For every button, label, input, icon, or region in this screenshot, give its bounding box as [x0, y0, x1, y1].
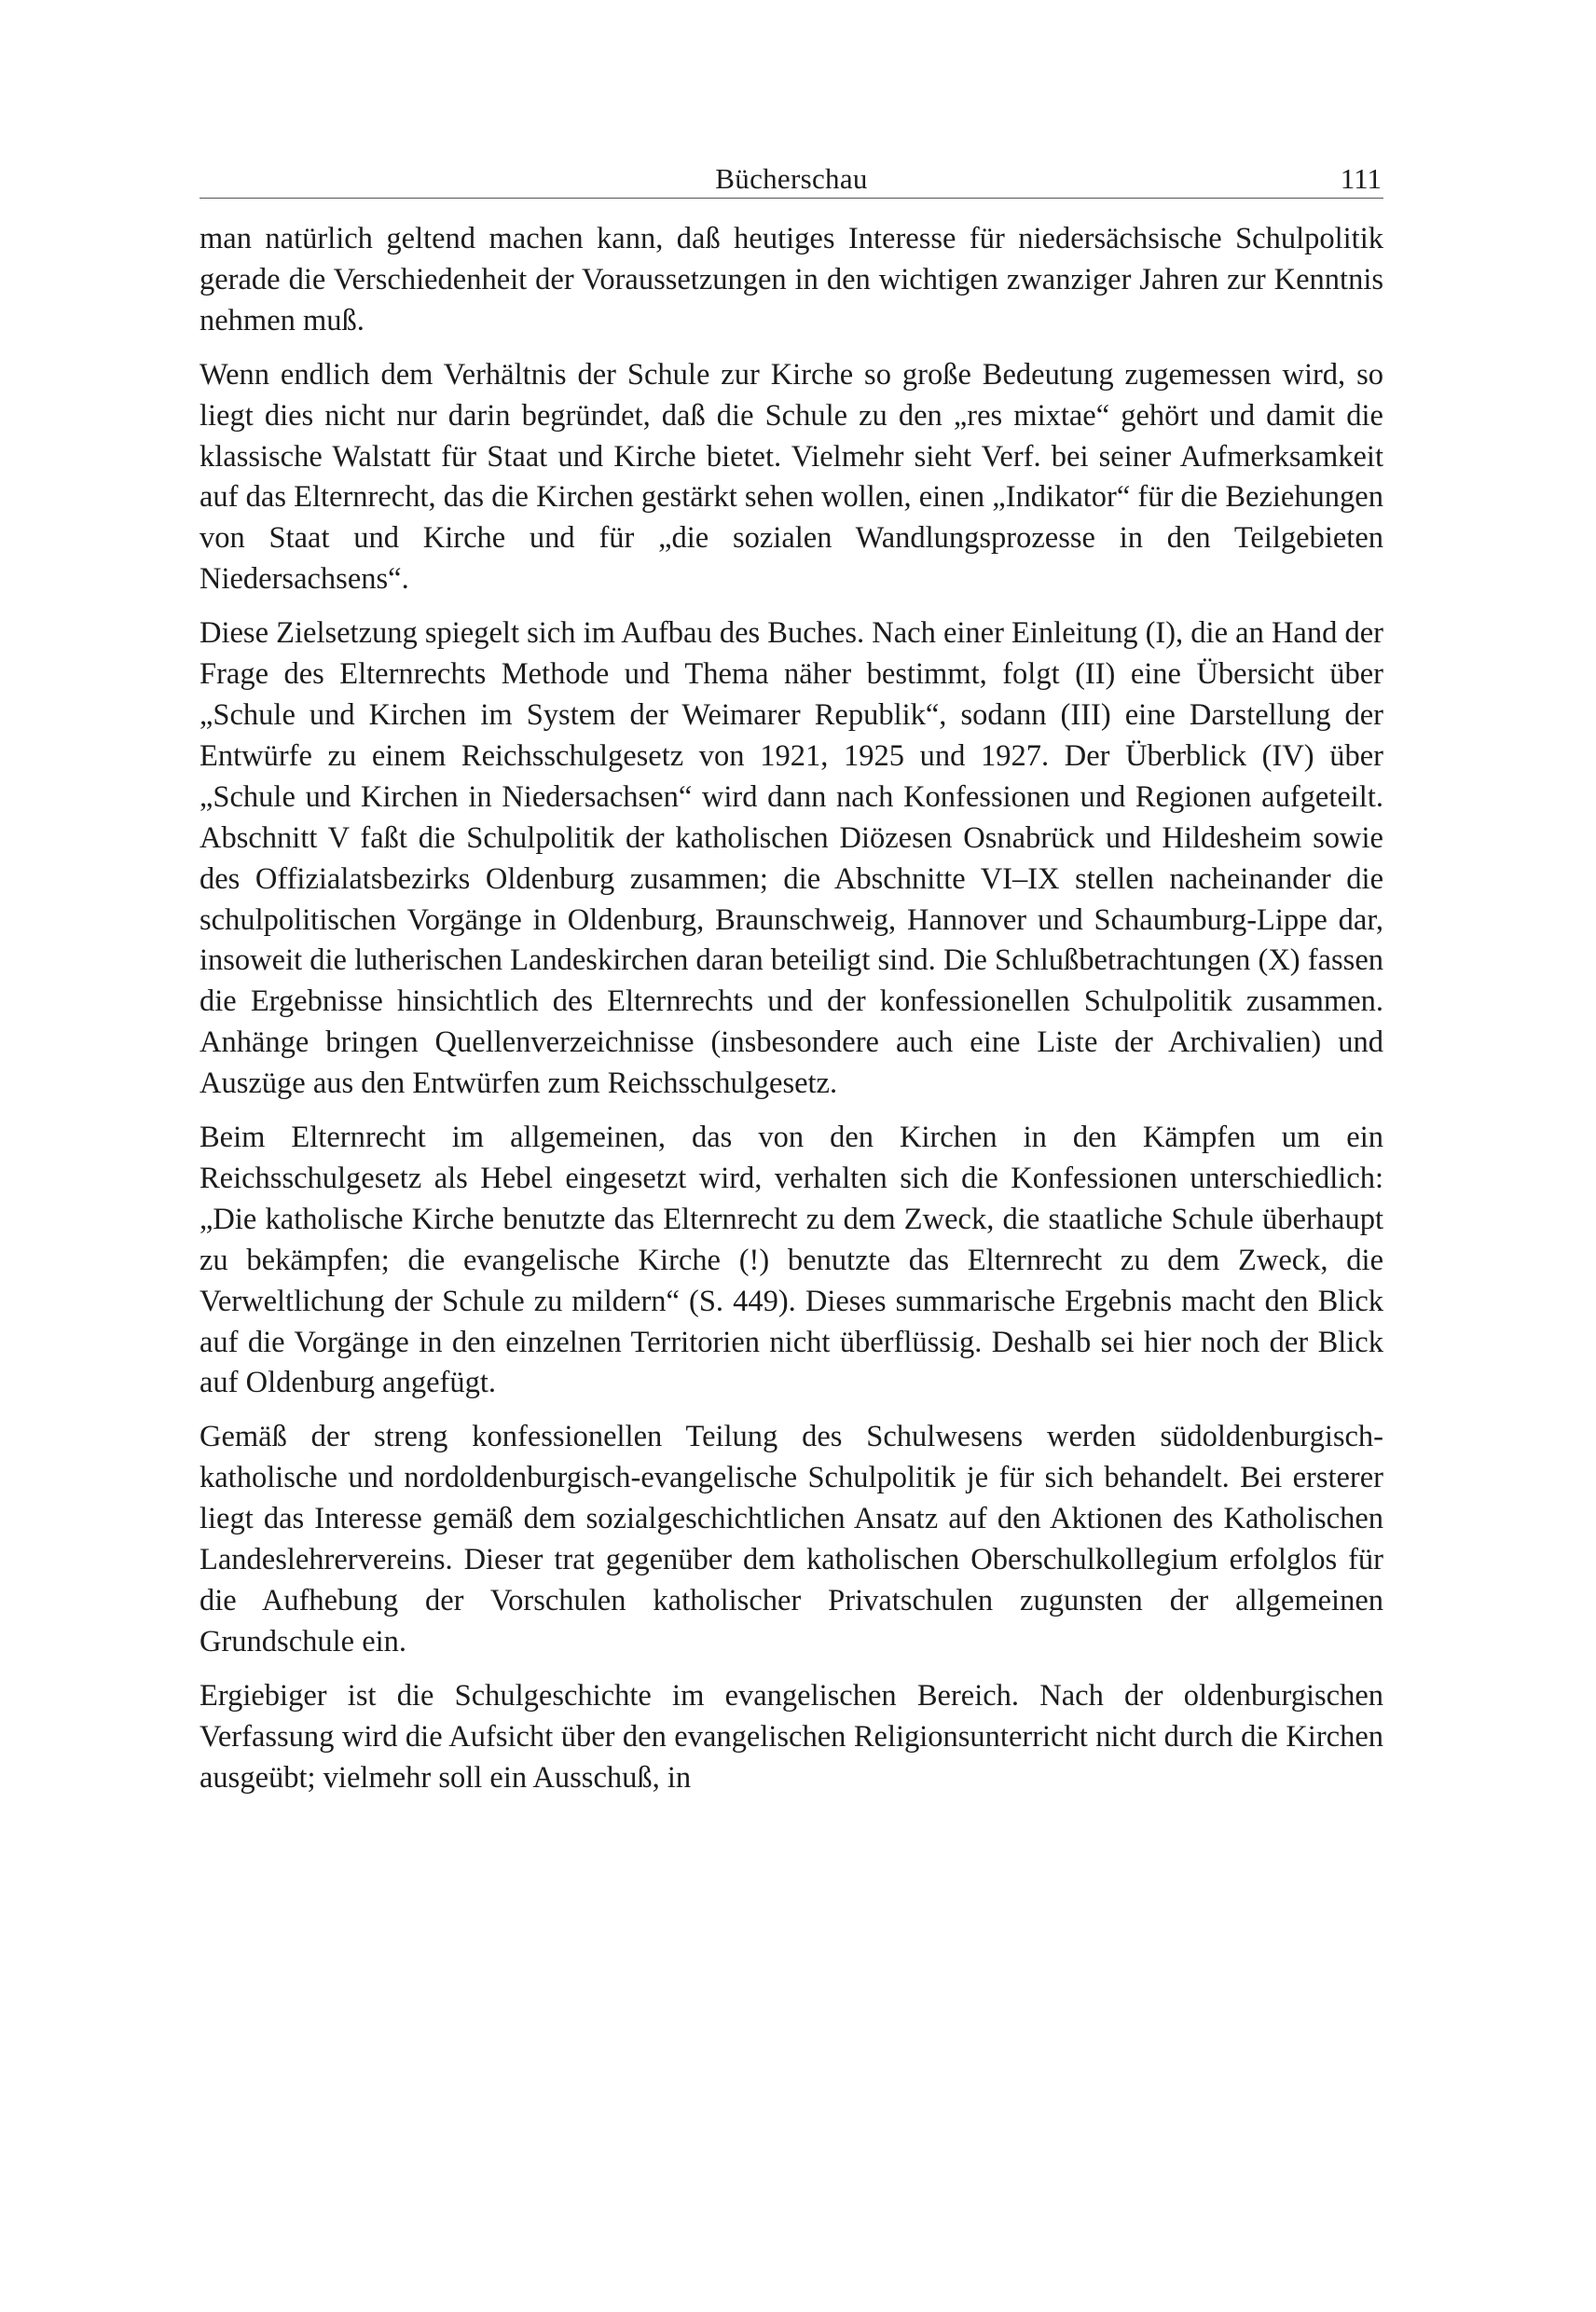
- running-header: [200, 149, 1383, 199]
- paragraph: man natürlich geltend machen kann, daß heutiges Interesse für niedersächsische Schulpolitik gerade die Verschiedenheit der Voraussetzungen in den wichtigen zwanziger Jahren zur Kenntnis nehmen muß.: [200, 222, 1383, 337]
- paragraph: Diese Zielsetzung spiegelt sich im Aufbau des Buches. Nach einer Einleitung (I), die an Hand der Frage des Elternrechts Methode und Thema näher bestimmt, folgt (II) eine Übersicht über „Schule und Kirchen im System der Weimarer Republik“, sodann (III) eine Darstellung der Entwürfe zu einem Reichsschulgesetz von 1921, 1925 und 1927. Der Überblick (IV) über „Schule und Kirchen in Niedersachsen“ wird dann nach Konfessionen und Regionen aufgeteilt. Abschnitt V faßt die Schulpolitik der katholischen Diözesen Osnabrück und Hildesheim sowie des Offizialatsbezirks Oldenburg zusammen; die Abschnitte VI–IX stellen nacheinander die schulpolitischen Vorgänge in Oldenburg, Braunschweig, Hannover und Schaumburg-Lippe dar, insoweit die lutherischen Landeskirchen daran beteiligt sind. Die Schlußbetrachtungen (X) fassen die Ergebnisse hinsichtlich des Elternrechts und der konfessionellen Schulpolitik zusammen. Anhänge bringen Quellenverzeichnisse (insbesondere auch eine Liste der Archivalien) und Auszüge aus den Entwürfen zum Reichsschulgesetz.: [200, 616, 1383, 1101]
- paragraph: Gemäß der streng konfessionellen Teilung des Schulwesens werden südoldenburgisch-katholische und nordoldenburgisch-evangelische Schulpolitik je für sich behandelt. Bei ersterer liegt das Interesse gemäß dem sozialgeschichtlichen Ansatz auf den Aktionen des Katholischen Landeslehrervereins. Dieser trat gegenüber dem katholischen Oberschulkollegium erfolglos für die Aufhebung der Vorschulen katholischer Privatschulen zugunsten der allgemeinen Grundschule ein.: [200, 1420, 1383, 1658]
- book-page: [200, 149, 1383, 1812]
- paragraph: Wenn endlich dem Verhältnis der Schule zur Kirche so große Bedeutung zugemessen wird, so liegt dies nicht nur darin begründet, daß die Schule zu den „res mixtae“ gehört und damit die klassische Walstatt für Staat und Kirche bietet. Vielmehr sieht Verf. bei seiner Aufmerksamkeit auf das Elternrecht, das die Kirchen gestärkt sehen wollen, einen „Indikator“ für die Beziehungen von Staat und Kirche und für „die sozialen Wandlungsprozesse in den Teilgebieten Niedersachsens“.: [200, 357, 1383, 597]
- paragraph: Beim Elternrecht im allgemeinen, das von den Kirchen in den Kämpfen um ein Reichsschulgesetz als Hebel eingesetzt wird, verhalten sich die Konfessionen unterschiedlich: „Die katholische Kirche benutzte das Elternrecht zu dem Zweck, die staatliche Schule überhaupt zu bekämpfen; die evangelische Kirche (!) benutzte das Elternrecht zu dem Zweck, die Verweltlichung der Schule zu mildern“ (S. 449). Dieses summarische Ergebnis macht den Blick auf die Vorgänge in den einzelnen Territorien nicht überflüssig. Deshalb sei hier noch der Blick auf Oldenburg angefügt.: [200, 1121, 1383, 1400]
- page-number: 111: [1340, 162, 1382, 195]
- running-title: Bücherschau: [715, 162, 868, 195]
- body-text: [200, 219, 1383, 1799]
- paragraph: Ergiebiger ist die Schulgeschichte im evangelischen Bereich. Nach der oldenburgischen Verfassung wird die Aufsicht über den evangelischen Religionsunterricht nicht durch die Kirchen ausgeübt; vielmehr soll ein Ausschuß, in: [200, 1678, 1383, 1795]
